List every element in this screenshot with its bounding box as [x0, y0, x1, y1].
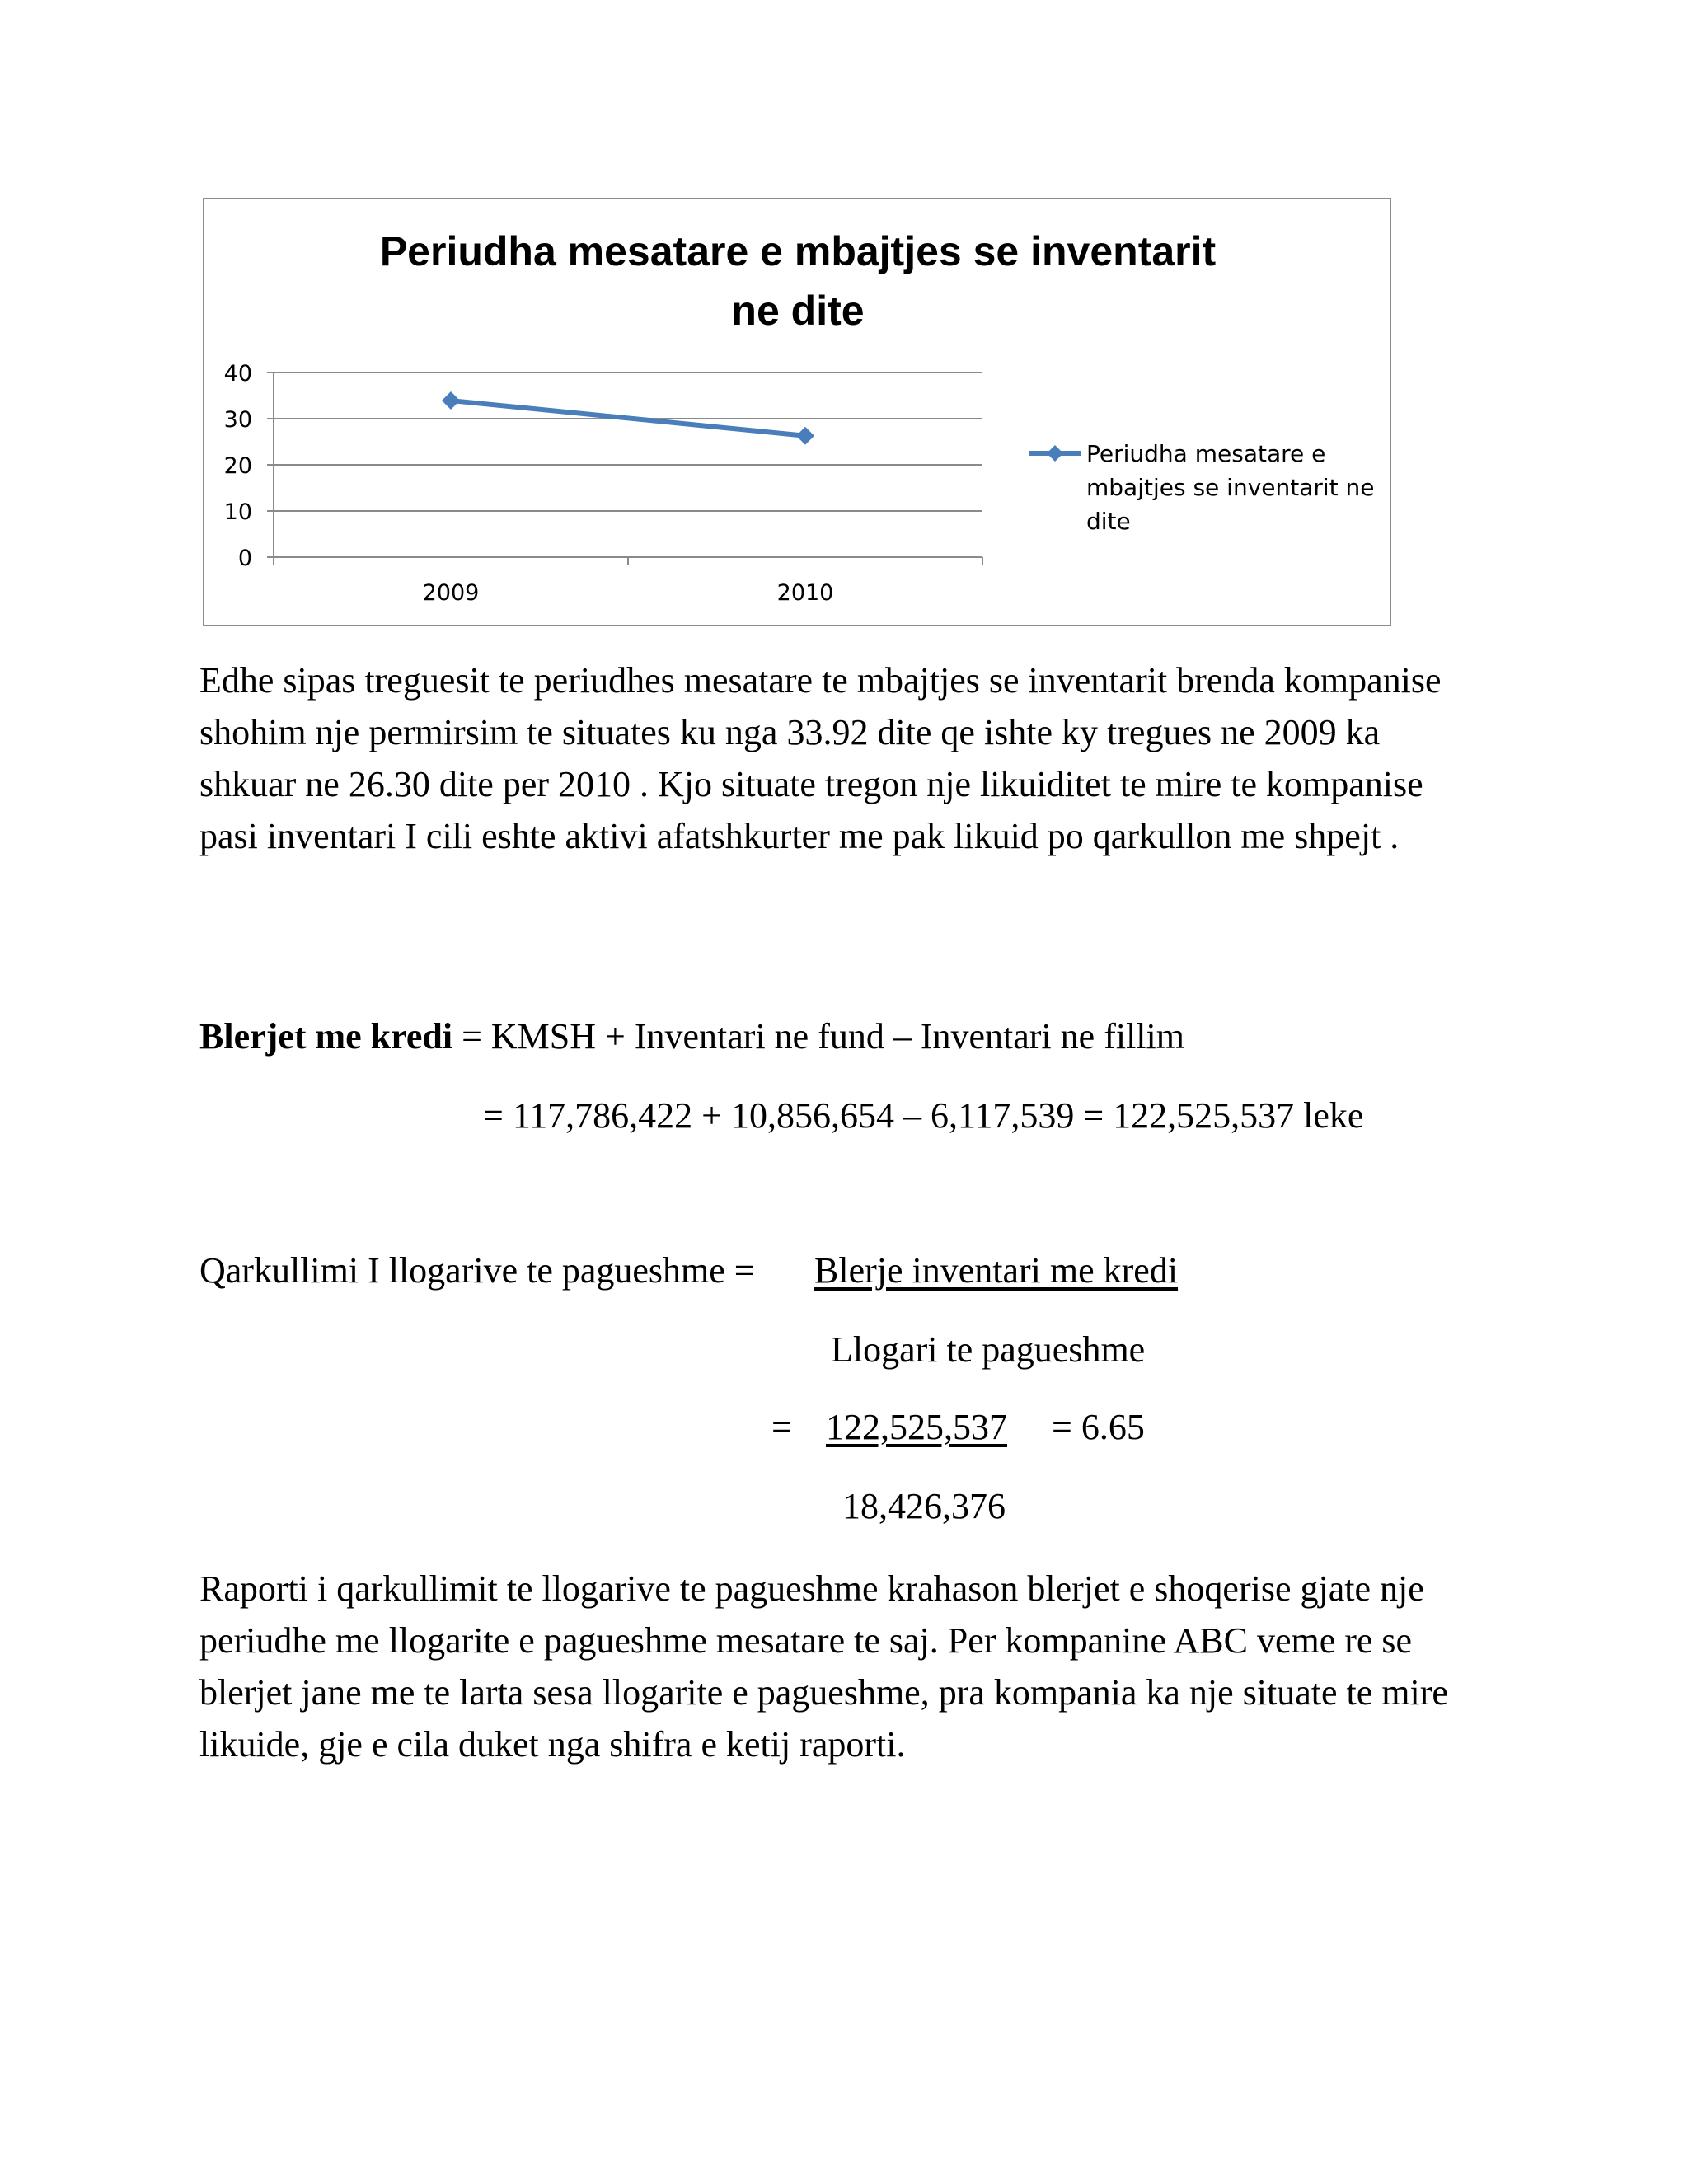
- legend-label-line-2: mbajtjes se inventarit ne: [1086, 474, 1375, 501]
- y-tick-label-10: 10: [223, 499, 252, 525]
- payables-turnover-denominator-text: Llogari te pagueshme: [831, 1329, 1146, 1370]
- legend-label-line-3: dite: [1086, 508, 1131, 535]
- y-tick-label-30: 30: [223, 407, 252, 433]
- y-tick-label-40: 40: [223, 361, 252, 387]
- inventory-holding-period-chart: [203, 198, 1391, 626]
- plot-area: [224, 361, 982, 606]
- chart-title-line-1: Periudha mesatare e mbajtjes se inventarit: [379, 228, 1217, 274]
- payables-turnover-eq-sign: =: [771, 1407, 792, 1447]
- payables-turnover-result: = 6.65: [1052, 1407, 1145, 1447]
- paragraph-inventory-analysis: Edhe sipas treguesit te periudhes mesatare te mbajtjes se inventarit brenda kompanise shohim nje permirsim te situates ku nga 33.92 dite qe ishte ky tregues ne 2009 ka shkuar ne 26.30 dite per 2010 . Kjo situate tregon nje likuiditet te mire te kompanise pasi inventari I cili eshte aktivi afatshkurter me pak likuid po qarkullon me shpejt .: [199, 660, 1442, 856]
- purchases-on-credit-calculation: = 117,786,422 + 10,856,654 – 6,117,539 = 122,525,537 leke: [483, 1095, 1364, 1136]
- purchases-on-credit-formula: = KMSH + Inventari ne fund – Inventari ne fillim: [452, 1016, 1184, 1057]
- purchases-on-credit-formula-line: [199, 1015, 1184, 1057]
- x-tick-label-2009: 2009: [422, 580, 480, 606]
- legend-label-line-1: Periudha mesatare e: [1086, 440, 1326, 467]
- payables-turnover-denominator-value: 18,426,376: [842, 1486, 1006, 1526]
- chart-svg: [204, 199, 1393, 628]
- x-tick-label-2010: 2010: [776, 580, 834, 606]
- legend: [1029, 440, 1375, 535]
- legend-marker-0: [1047, 445, 1063, 462]
- purchases-on-credit-label: Blerjet me kredi: [199, 1016, 453, 1057]
- data-point-2010: [796, 427, 814, 445]
- paragraph-payables-analysis: Raporti i qarkullimit te llogarive te pagueshme krahason blerjet e shoqerise gjate nje periudhe me llogarite e pagueshme mesatare te saj. Per kompanine ABC veme re se blerjet jane me te larta sesa llogarite e pagueshme, pra kompania ka nje situate te mire likuide, gje e cila duket nga shifra e ketij raporti.: [199, 1568, 1448, 1765]
- payables-turnover-numerator-text: Blerje inventari me kredi: [814, 1250, 1179, 1291]
- data-point-2009: [442, 391, 460, 410]
- y-tick-label-0: 0: [237, 546, 252, 571]
- y-tick-label-20: 20: [223, 453, 252, 479]
- chart-title-line-2: ne dite: [731, 288, 865, 334]
- payables-turnover-numerator-value: 122,525,537: [826, 1407, 1007, 1447]
- payables-turnover-label: Qarkullimi I llogarive te pagueshme =: [199, 1250, 755, 1291]
